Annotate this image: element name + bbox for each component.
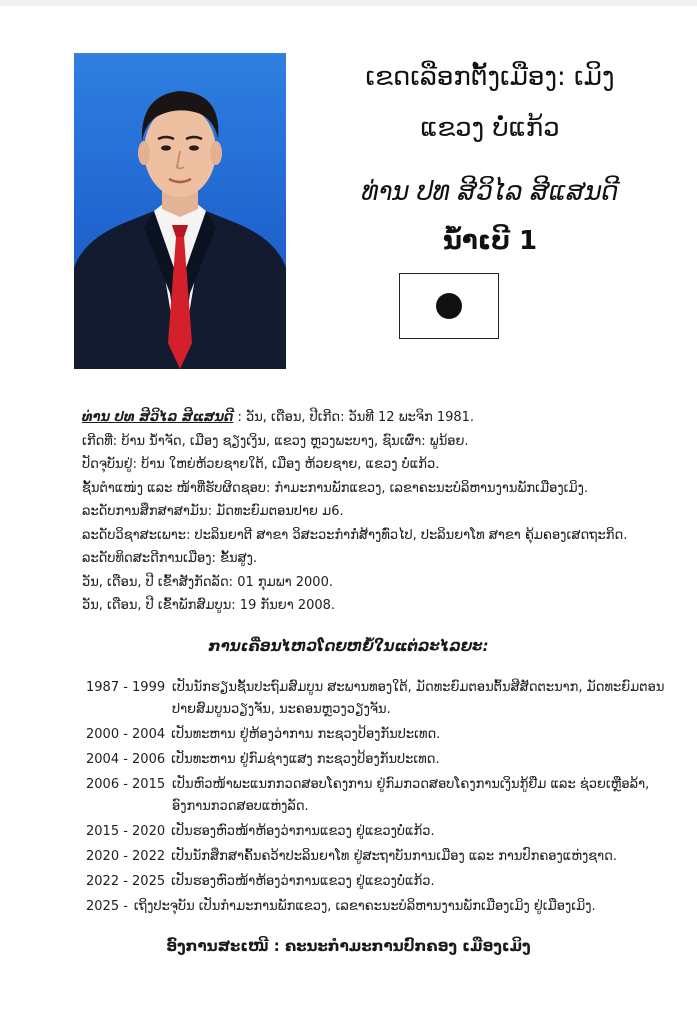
timeline-entry <box>86 871 686 893</box>
timeline-text: ເປັນທະຫານ ຢູ່ກົມຊ່າງແສງ ກະຊວງປ້ອງກັນປະເທດ. <box>171 752 440 767</box>
province-title: ແຂວງ ບໍ່ແກ້ວ <box>420 113 560 143</box>
timeline-title: ການເຄື່ອນໄຫວໂດຍຫຍໍ້ໃນແຕ່ລະໄລຍະ: <box>208 637 489 655</box>
timeline-years: 2000 - 2004 <box>86 727 166 742</box>
bio-political-theory: ລະດັບທິດສະດີການເມືອງ: ຂັ້ນສູງ. <box>82 551 258 566</box>
ballot-dot-icon <box>436 293 462 319</box>
constituency-title: ເຂດເລືອກຕັ້ງເມືອງ: ເມິງ <box>365 62 615 92</box>
bio-specialized-education: ລະດັບວິຊາສະເພາະ: ປະລິນຍາຕີ ສາຂາ ວິສະວະກຳກໍ່ສ້າງທົ່ວໄປ, ປະລິນຍາໂທ ສາຂາ ຄຸ້ມຄອງເສດຖະກິດ. <box>82 527 628 543</box>
timeline-entry <box>86 774 686 818</box>
bio-birthplace: ເກີດທີ່: ບ້ານ ນໍ້າຈັດ, ເມືອງ ຊຽງເງິນ, ແຂວງ ຫຼວງພະບາງ, ຊົນເຜົ່າ: ພູນ້ອຍ. <box>82 433 469 449</box>
timeline-years: 1987 - 1999 <box>86 680 166 695</box>
bio-birth-date-text: : ວັນ, ເດືອນ, ປີເກີດ: ວັນທີ 12 ພະຈິກ 1981. <box>233 410 475 425</box>
timeline-years: 2015 - 2020 <box>86 824 166 839</box>
timeline-entry <box>86 677 686 721</box>
bio-general-education: ລະດັບການສຶກສາສາມັນ: ມັດທະຍົມຕອນປາຍ ມ6. <box>82 504 344 519</box>
bio-position: ຊັ້ນຕຳແໜ່ງ ແລະ ໜ້າທີ່ຮັບຜິດຊອບ: ກຳມະການພັກແຂວງ, ເລຂາຄະນະບໍລິຫານງານພັກເມືອງເມິງ. <box>82 480 588 496</box>
timeline-years: 2025 - <box>86 899 128 914</box>
timeline-entry <box>86 846 686 868</box>
timeline-text: ເຖິງປະຈຸບັນ ເປັນກຳມະການພັກແຂວງ, ເລຂາຄະນະບໍລິຫານງານພັກເມືອງເມິງ ຢູ່ເມືອງເມິງ. <box>133 899 596 914</box>
timeline-entry <box>86 821 686 843</box>
timeline-text: ເປັນນັກສຶກສາຄົ້ນຄວ້າປະລິນຍາໂທ ຢູ່ສະຖາບັນການເມືອງ ແລະ ການປົກຄອງແຫ່ງຊາດ. <box>171 849 617 864</box>
top-border <box>0 0 697 6</box>
timeline-text: ເປັນທະຫານ ຢູ່ຫ້ອງວ່າການ ກະຊວງປ້ອງກັນປະເທດ. <box>171 727 441 742</box>
candidate-number: ນໍ້າເບີ 1 <box>442 226 538 256</box>
candidate-photo <box>74 53 286 369</box>
timeline-entry <box>86 724 686 746</box>
timeline-years: 2020 - 2022 <box>86 849 166 864</box>
timeline-text: ເປັນນັກຮຽນຊັ້ນປະຖົມສົມບູນ ສະພານທອງໃຕ້, ມັດທະຍົມຕອນຕົ້ນສີສັດຕະນາກ, ມັດທະຍົມຕອນປາຍສົມບູນວຽງຈັນ, ນະຄອນຫຼວງວຽງຈັນ. <box>172 680 665 717</box>
bio-name: ທ່ານ ປທ ສີວິໄລ ສີແສນດີ <box>82 410 234 425</box>
timeline-years: 2006 - 2015 <box>86 777 166 792</box>
bio-party-date: ວັນ, ເດືອນ, ປີ ເຂົ້າພັກສົມບູນ: 19 ກັນຍາ 2008. <box>82 598 336 613</box>
timeline-entry <box>86 749 686 771</box>
timeline-years: 2022 - 2025 <box>86 874 166 889</box>
timeline-text: ເປັນຫົວໜ້າພະແນກກວດສອບໂຄງການ ຢູ່ກົມກວດສອບໂຄງການເງິນກູ້ຢືມ ແລະ ຊ່ວຍເຫຼືອລ້າ, ອົງການກວດສອບແຫ່ງລັດ. <box>172 777 650 814</box>
bio-civil-service-date: ວັນ, ເດືອນ, ປີ ເຂົ້າສັງກັດລັດ: 01 ກຸມພາ 2000. <box>82 574 333 590</box>
biography-section <box>82 406 682 618</box>
candidate-name: ທ່ານ ປທ ສີວິໄລ ສີແສນດີ <box>361 177 619 207</box>
bio-current-address: ປັດຈຸບັນຢູ່: ບ້ານ ໃຫຍ່ຫ້ວຍຊາຍໃຕ້, ເມືອງ ຫ້ວຍຊາຍ, ແຂວງ ບໍ່ແກ້ວ. <box>82 457 440 472</box>
timeline-text: ເປັນຮອງຫົວໜ້າຫ້ອງວ່າການແຂວງ ຢູ່ແຂວງບໍ່ແກ້ວ. <box>171 874 435 889</box>
timeline-years: 2004 - 2006 <box>86 752 166 767</box>
proposing-organization: ອົງການສະເໜີ : ຄະນະກຳມະການປົກຄອງ ເມືອງເມິງ <box>166 937 531 955</box>
timeline-list <box>86 677 686 918</box>
ballot-symbol-box <box>399 273 499 339</box>
bio-birth-date <box>82 406 682 430</box>
timeline-entry <box>86 896 686 918</box>
timeline-text: ເປັນຮອງຫົວໜ້າຫ້ອງວ່າການແຂວງ ຢູ່ແຂວງບໍ່ແກ້ວ. <box>171 824 435 839</box>
